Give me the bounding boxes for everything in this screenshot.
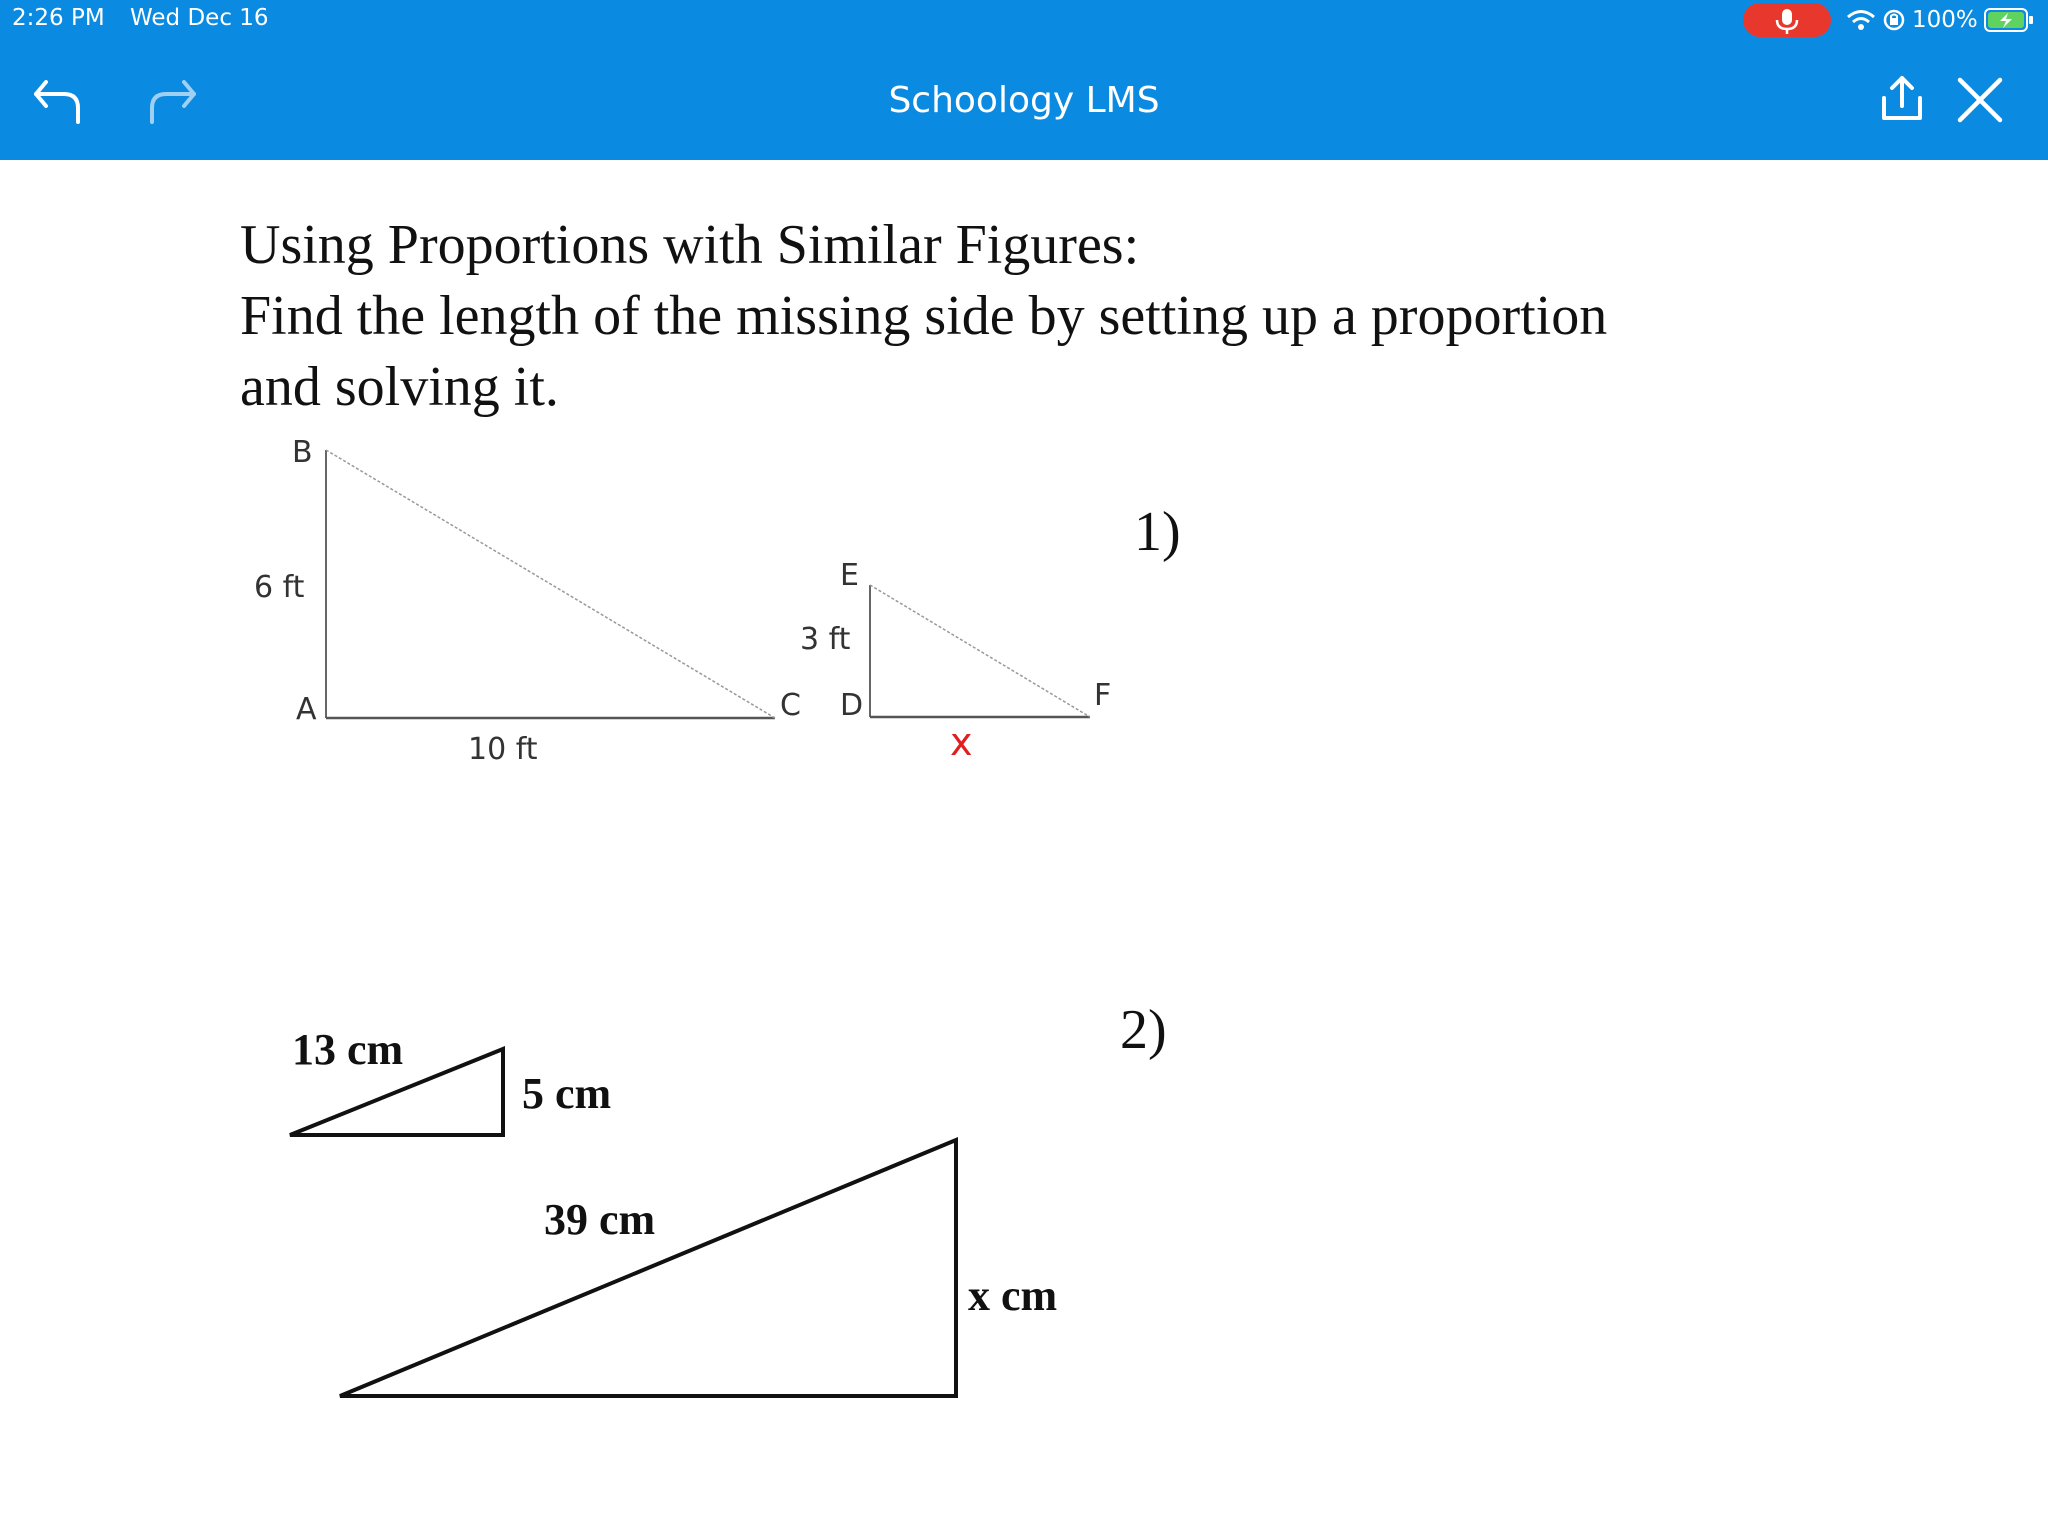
wifi-icon bbox=[1846, 8, 1876, 32]
triangle-def bbox=[870, 585, 1090, 717]
status-icons bbox=[1846, 4, 2034, 36]
app-title: Schoology LMS bbox=[888, 80, 1160, 121]
problem-2-number: 2) bbox=[1120, 999, 1167, 1061]
problem-1-number: 1) bbox=[1134, 501, 1181, 563]
vertex-label-f: F bbox=[1094, 678, 1112, 713]
large-leg-label: x cm bbox=[968, 1271, 1058, 1320]
navigation-bar bbox=[0, 40, 2048, 160]
microphone-indicator[interactable] bbox=[1743, 3, 1831, 37]
vertex-label-e: E bbox=[840, 558, 859, 593]
small-leg-label: 5 cm bbox=[522, 1069, 612, 1118]
triangle-abc bbox=[326, 450, 775, 718]
large-triangle bbox=[340, 1140, 956, 1396]
status-bar bbox=[0, 0, 2048, 40]
battery-percentage: 100% bbox=[1912, 7, 1978, 33]
heading-line-instructions: Find the length of the missing side by setting up a proportion bbox=[240, 285, 1608, 347]
vertex-label-d: D bbox=[840, 688, 864, 723]
close-icon bbox=[1950, 70, 2010, 130]
battery-charging-icon bbox=[1984, 7, 2034, 33]
orientation-lock-icon bbox=[1882, 8, 1906, 32]
large-hypotenuse-label: 39 cm bbox=[544, 1195, 656, 1244]
close-button[interactable] bbox=[1950, 70, 2010, 130]
heading-line-title: Using Proportions with Similar Figures: bbox=[240, 214, 1140, 276]
status-date: Wed Dec 16 bbox=[130, 5, 269, 31]
side-label-ac: 10 ft bbox=[468, 732, 538, 767]
vertex-label-a: A bbox=[296, 692, 317, 727]
worksheet-document bbox=[0, 160, 2048, 1536]
side-label-de: 3 ft bbox=[800, 622, 851, 657]
small-hypotenuse-label: 13 cm bbox=[292, 1025, 404, 1074]
microphone-icon bbox=[1743, 3, 1831, 37]
heading-line-instructions-end: and solving it. bbox=[240, 356, 559, 418]
share-icon bbox=[1872, 70, 1932, 130]
side-label-ab: 6 ft bbox=[254, 570, 305, 605]
share-button[interactable] bbox=[1872, 70, 1932, 130]
missing-side-label-df: x bbox=[950, 720, 973, 764]
status-time: 2:26 PM bbox=[12, 5, 105, 31]
vertex-label-b: B bbox=[292, 435, 313, 470]
vertex-label-c: C bbox=[780, 688, 801, 723]
problem-figures bbox=[0, 160, 2048, 1536]
